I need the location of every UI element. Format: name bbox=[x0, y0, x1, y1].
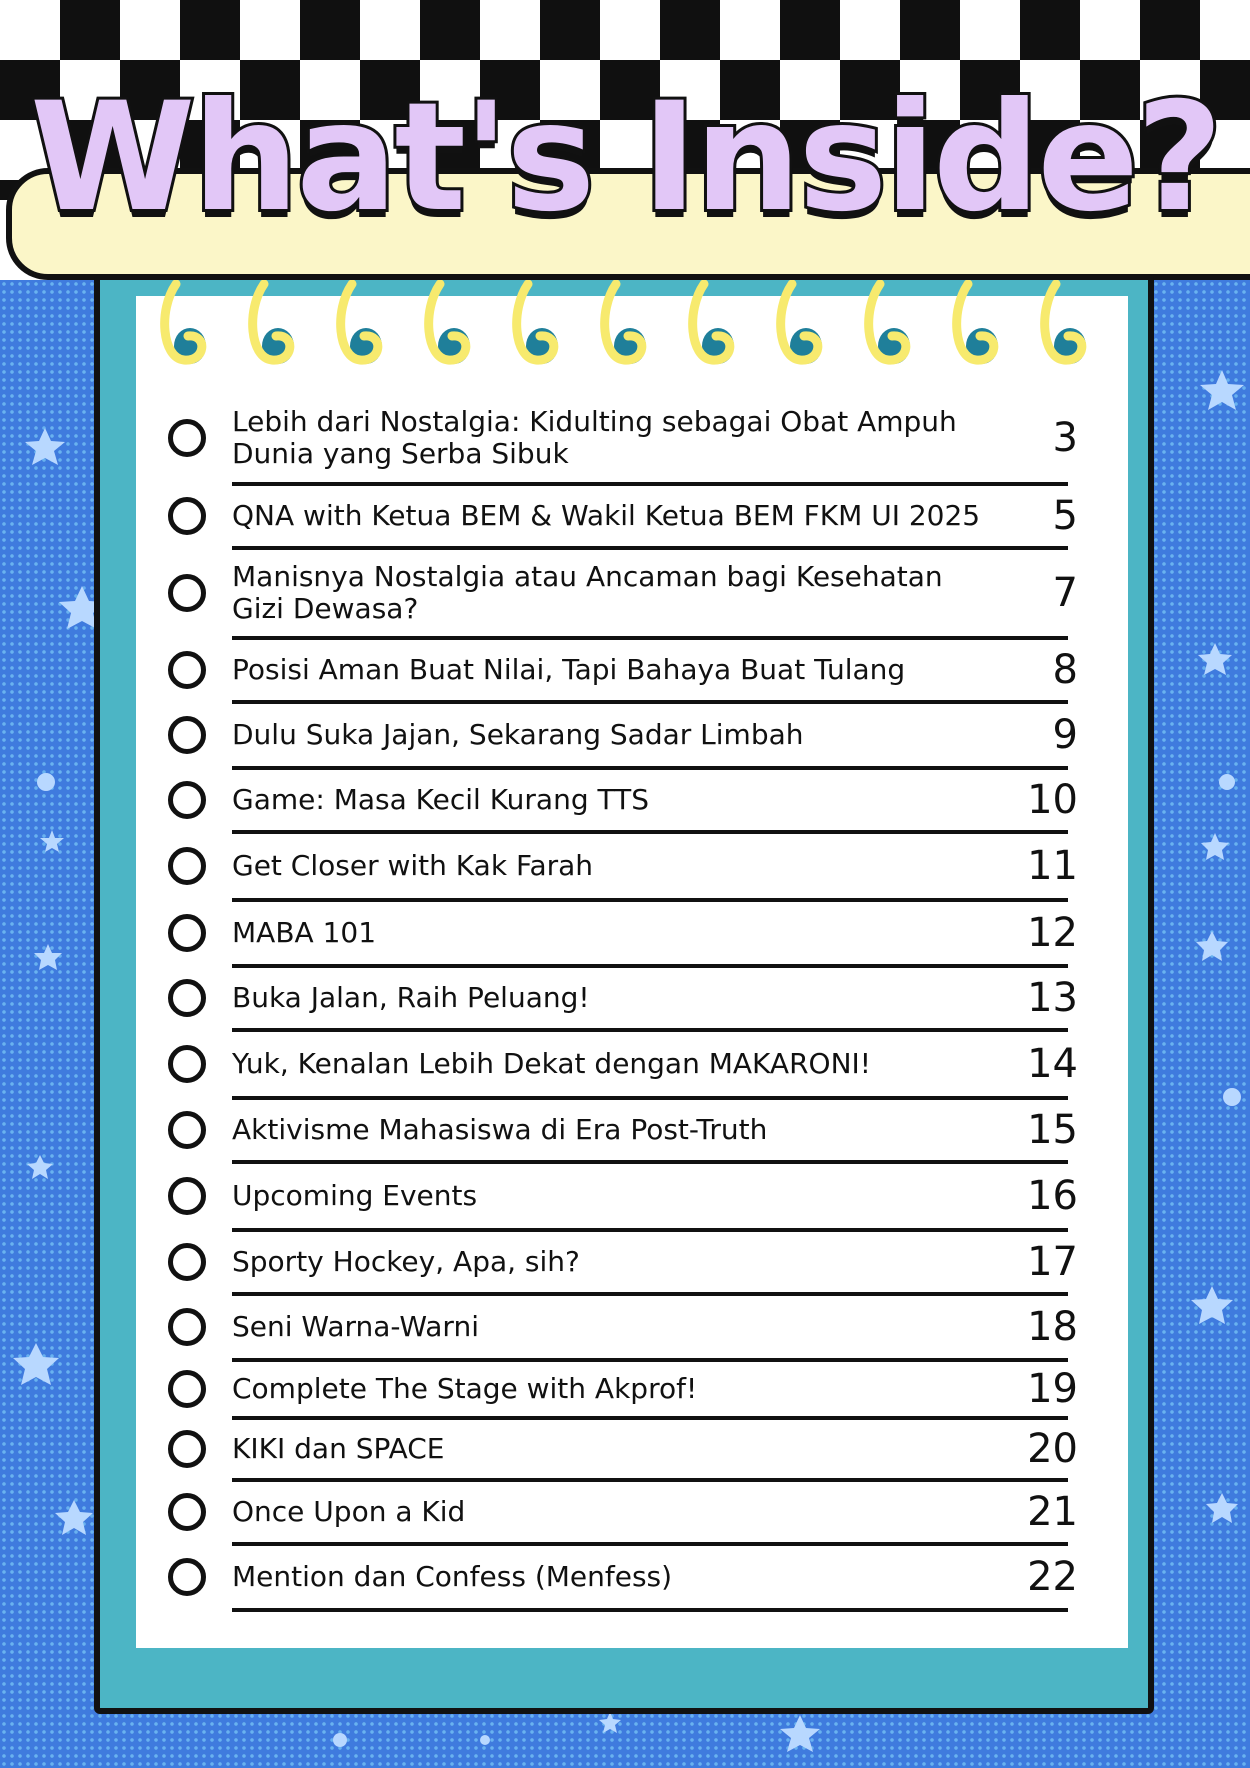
spiral-ring-icon bbox=[165, 284, 206, 364]
toc-item-page-number: 20 bbox=[1027, 1426, 1078, 1472]
toc-item[interactable] bbox=[160, 1230, 1078, 1294]
star-icon bbox=[55, 1500, 93, 1535]
toc-item[interactable] bbox=[160, 1294, 1078, 1360]
toc-item-title: Posisi Aman Buat Nilai, Tapi Bahaya Buat Tulang bbox=[232, 653, 906, 686]
toc-item-title: Once Upon a Kid bbox=[232, 1495, 466, 1528]
toc-item-title: MABA 101 bbox=[232, 916, 377, 949]
spiral-ring-icon bbox=[253, 284, 294, 364]
toc-item[interactable] bbox=[160, 1162, 1078, 1230]
toc-item[interactable] bbox=[160, 900, 1078, 966]
spiral-ring-icon bbox=[693, 284, 734, 364]
checkbox-circle-icon[interactable] bbox=[168, 1045, 206, 1083]
toc-item-page-number: 12 bbox=[1027, 910, 1078, 956]
star-icon bbox=[1200, 370, 1244, 410]
checkbox-circle-icon[interactable] bbox=[168, 847, 206, 885]
toc-item-title: Seni Warna-Warni bbox=[232, 1310, 479, 1343]
toc-item-title: Lebih dari Nostalgia: Kidulting sebagai Obat Ampuh Dunia yang Serba Sibuk bbox=[232, 405, 957, 470]
spiral-ring-icon bbox=[341, 284, 382, 364]
toc-item-page-number: 9 bbox=[1052, 712, 1078, 758]
toc-item-title: Upcoming Events bbox=[232, 1179, 478, 1212]
toc-item[interactable] bbox=[160, 392, 1078, 484]
toc-item-page-number: 16 bbox=[1027, 1173, 1078, 1219]
toc-item-page-number: 5 bbox=[1052, 493, 1078, 539]
spiral-ring-icon bbox=[1045, 284, 1086, 364]
checkbox-circle-icon[interactable] bbox=[168, 1243, 206, 1281]
star-icon bbox=[34, 944, 62, 970]
toc-item-page-number: 10 bbox=[1027, 777, 1078, 823]
toc-item-title: Aktivisme Mahasiswa di Era Post-Truth bbox=[232, 1113, 768, 1146]
spiral-ring-icon bbox=[781, 284, 822, 364]
checkbox-circle-icon[interactable] bbox=[168, 781, 206, 819]
toc-item[interactable] bbox=[160, 1544, 1078, 1610]
toc-item[interactable] bbox=[160, 1360, 1078, 1418]
dot-shape bbox=[1223, 1088, 1241, 1106]
toc-item[interactable] bbox=[160, 768, 1078, 832]
checkbox-circle-icon[interactable] bbox=[168, 914, 206, 952]
dot-shape bbox=[333, 1733, 347, 1747]
star-icon bbox=[1196, 931, 1228, 961]
toc-item-title: Get Closer with Kak Farah bbox=[232, 849, 594, 882]
toc-item-page-number: 18 bbox=[1027, 1304, 1078, 1350]
toc-item-title: Game: Masa Kecil Kurang TTS bbox=[232, 783, 649, 816]
star-icon bbox=[780, 1715, 820, 1752]
checkbox-circle-icon[interactable] bbox=[168, 1430, 206, 1468]
toc-item[interactable] bbox=[160, 484, 1078, 548]
table-of-contents bbox=[160, 392, 1078, 1610]
toc-item-page-number: 14 bbox=[1027, 1041, 1078, 1087]
checkbox-circle-icon[interactable] bbox=[168, 1308, 206, 1346]
toc-item[interactable] bbox=[160, 638, 1078, 702]
checkbox-circle-icon[interactable] bbox=[168, 1177, 206, 1215]
spiral-ring-icon bbox=[517, 284, 558, 364]
toc-item-page-number: 7 bbox=[1052, 570, 1078, 616]
toc-item-page-number: 15 bbox=[1027, 1107, 1078, 1153]
spiral-ring-icon bbox=[957, 284, 998, 364]
toc-item[interactable] bbox=[160, 832, 1078, 900]
checkbox-circle-icon[interactable] bbox=[168, 716, 206, 754]
spiral-ring-icon bbox=[605, 284, 646, 364]
checkbox-circle-icon[interactable] bbox=[168, 419, 206, 457]
star-icon bbox=[40, 830, 64, 852]
checkbox-circle-icon[interactable] bbox=[168, 497, 206, 535]
toc-item-page-number: 17 bbox=[1027, 1239, 1078, 1285]
star-icon bbox=[1191, 1286, 1233, 1324]
toc-item-title: Mention dan Confess (Menfess) bbox=[232, 1560, 673, 1593]
toc-item[interactable] bbox=[160, 702, 1078, 768]
star-icon bbox=[13, 1343, 59, 1385]
toc-item[interactable] bbox=[160, 1098, 1078, 1162]
toc-item-page-number: 3 bbox=[1052, 415, 1078, 461]
star-icon bbox=[1206, 1493, 1238, 1523]
toc-item-title: Sporty Hockey, Apa, sih? bbox=[232, 1245, 580, 1278]
star-icon bbox=[25, 428, 65, 465]
star-icon bbox=[27, 1155, 53, 1179]
toc-item-title: KIKI dan SPACE bbox=[232, 1432, 445, 1465]
checkbox-circle-icon[interactable] bbox=[168, 979, 206, 1017]
dot-shape bbox=[1219, 774, 1235, 790]
toc-item[interactable] bbox=[160, 966, 1078, 1030]
toc-item-page-number: 11 bbox=[1027, 843, 1078, 889]
toc-item-page-number: 13 bbox=[1027, 975, 1078, 1021]
page-title: What's Inside? bbox=[29, 71, 1220, 245]
toc-item[interactable] bbox=[160, 548, 1078, 638]
spiral-ring-icon bbox=[429, 284, 470, 364]
checkbox-circle-icon[interactable] bbox=[168, 574, 206, 612]
spiral-binding bbox=[136, 280, 1128, 380]
toc-item[interactable] bbox=[160, 1030, 1078, 1098]
checkbox-circle-icon[interactable] bbox=[168, 651, 206, 689]
spiral-ring-icon bbox=[869, 284, 910, 364]
dot-shape bbox=[37, 773, 55, 791]
star-icon bbox=[1201, 833, 1229, 860]
toc-item-title: QNA with Ketua BEM & Wakil Ketua BEM FKM UI 2025 bbox=[232, 499, 981, 532]
checkbox-circle-icon[interactable] bbox=[168, 1111, 206, 1149]
toc-item-page-number: 21 bbox=[1027, 1489, 1078, 1535]
checkbox-circle-icon[interactable] bbox=[168, 1558, 206, 1596]
divider-line bbox=[232, 1608, 1068, 1612]
checkbox-circle-icon[interactable] bbox=[168, 1370, 206, 1408]
toc-item-title: Manisnya Nostalgia atau Ancaman bagi Kesehatan Gizi Dewasa? bbox=[232, 560, 943, 625]
checkbox-circle-icon[interactable] bbox=[168, 1493, 206, 1531]
dot-shape bbox=[480, 1735, 490, 1745]
star-icon bbox=[599, 1712, 621, 1733]
toc-item-title: Yuk, Kenalan Lebih Dekat dengan MAKARONI! bbox=[232, 1047, 871, 1080]
toc-item-title: Dulu Suka Jajan, Sekarang Sadar Limbah bbox=[232, 718, 804, 751]
toc-item[interactable] bbox=[160, 1418, 1078, 1480]
toc-item-page-number: 8 bbox=[1052, 647, 1078, 693]
toc-item[interactable] bbox=[160, 1480, 1078, 1544]
toc-item-title: Buka Jalan, Raih Peluang! bbox=[232, 981, 590, 1014]
toc-item-page-number: 22 bbox=[1027, 1554, 1078, 1600]
toc-item-page-number: 19 bbox=[1027, 1366, 1078, 1412]
star-icon bbox=[1198, 643, 1232, 675]
toc-item-title: Complete The Stage with Akprof! bbox=[232, 1372, 698, 1405]
